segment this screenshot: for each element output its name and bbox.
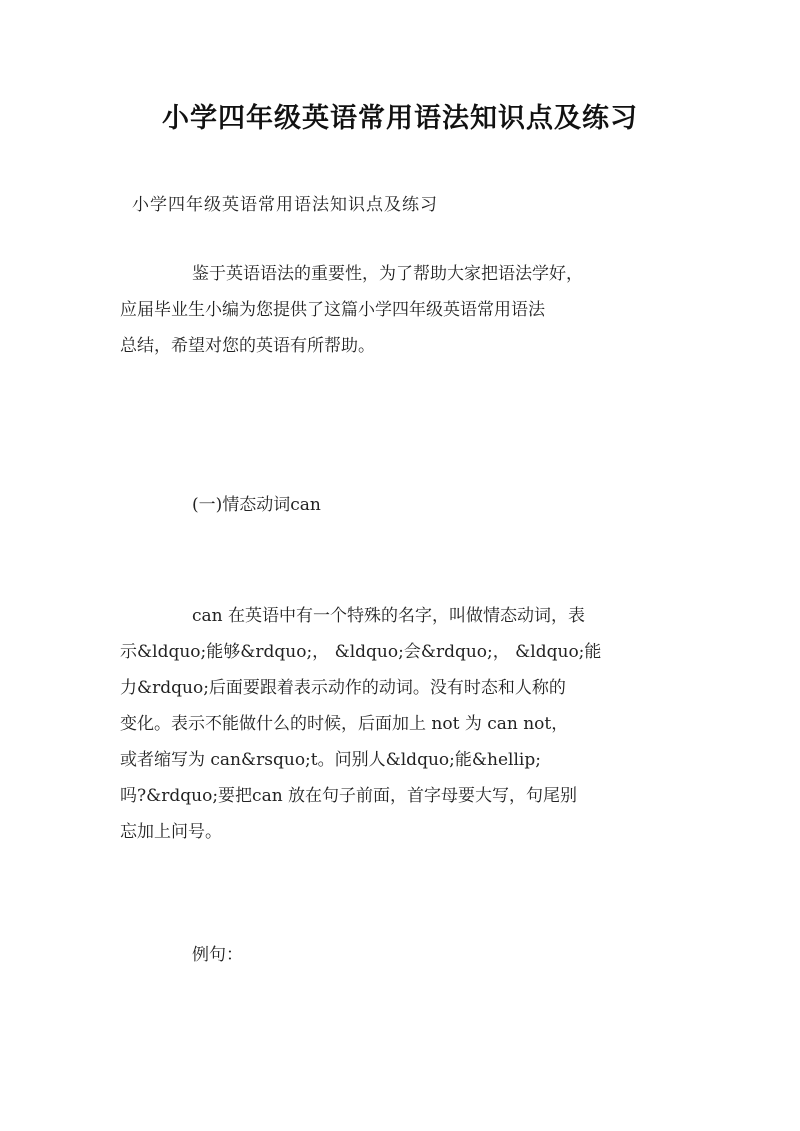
section-heading-paragraph	[120, 487, 688, 523]
section-heading: (一)情态动词can	[192, 495, 321, 515]
document-title: 小学四年级英语常用语法知识点及练习	[162, 103, 638, 134]
intro-paragraph	[120, 256, 688, 364]
section-body-paragraph	[120, 598, 688, 850]
example-label: 例句：	[192, 945, 243, 965]
intro-line-1: 鉴于英语语法的重要性，为了帮助大家把语法学好，	[192, 264, 583, 284]
document-subtitle: 小学四年级英语常用语法知识点及练习	[132, 195, 438, 215]
body-line-1: can 在英语中有一个特殊的名字，叫做情态动词，表	[192, 606, 586, 626]
intro-line-2: 应届毕业生小编为您提供了这篇小学四年级英语常用语法	[120, 300, 545, 320]
body-line-2: 示&ldquo;能够&rdquo;， &ldquo;会&rdquo;， &ldquo;能	[120, 642, 602, 662]
body-line-4: 变化。表示不能做什么的时候，后面加上 not 为 can not，	[120, 714, 569, 734]
body-line-5: 或者缩写为 can&rsquo;t。问别人&ldquo;能&hellip;	[120, 750, 541, 770]
body-line-6: 吗?&rdquo;要把can 放在句子前面，首字母要大写，句尾别	[120, 786, 578, 806]
intro-line-3: 总结，希望对您的英语有所帮助。	[120, 336, 375, 356]
body-line-3: 力&rdquo;后面要跟着表示动作的动词。没有时态和人称的	[120, 678, 566, 698]
body-line-7: 忘加上问号。	[120, 822, 222, 842]
example-paragraph	[120, 937, 688, 973]
